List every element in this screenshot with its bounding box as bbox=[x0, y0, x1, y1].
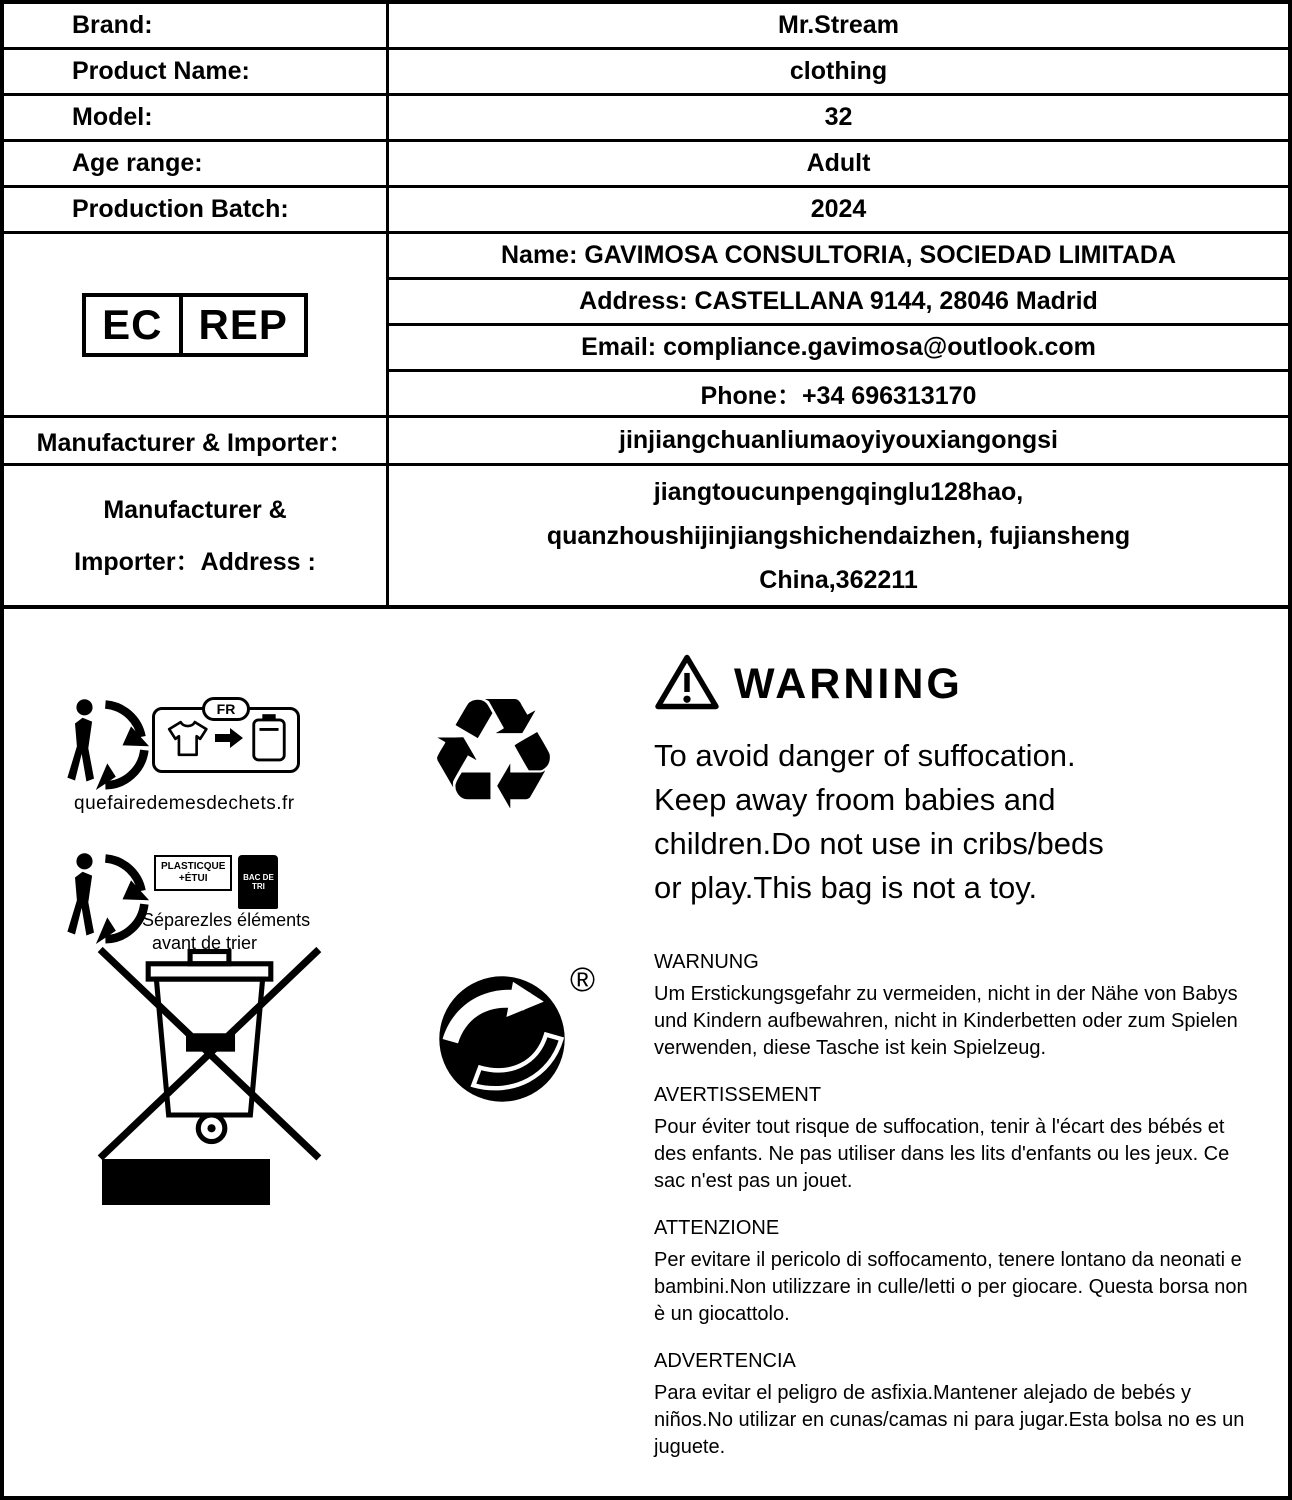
manufacturer-address-line2: quanzhoushijinjiangshichendaizhen, fujiansheng bbox=[546, 521, 1131, 550]
separate-elements-line1: Séparezles éléments bbox=[142, 910, 311, 930]
table-row-manufacturer-address bbox=[4, 466, 1288, 609]
triman-url: quefairedemesdechets.fr bbox=[74, 793, 295, 814]
warning-body-line1: To avoid danger of suffocation. bbox=[654, 738, 1076, 773]
table-row-product-name bbox=[4, 50, 1288, 96]
manufacturer-address-label-line1: Manufacturer & bbox=[103, 495, 287, 524]
warning-header bbox=[654, 653, 1214, 716]
product-name-value: clothing bbox=[789, 57, 888, 85]
sorting-material-line1: PLASTICQUE bbox=[161, 861, 226, 872]
table-row-manufacturer bbox=[4, 418, 1288, 466]
crossed-wheelie-bin-icon bbox=[92, 927, 327, 1167]
recycle-icon: ♻ bbox=[424, 664, 563, 845]
brand-value: Mr.Stream bbox=[778, 11, 899, 39]
arrow-right-icon bbox=[215, 728, 243, 753]
manufacturer-label: Manufacturer & Importer： bbox=[4, 418, 389, 463]
brand-label: Brand: bbox=[4, 4, 389, 47]
ec-rep-address: Address: CASTELLANA 9144, 28046 Madrid bbox=[389, 280, 1288, 326]
model-label: Model: bbox=[4, 96, 389, 139]
warning-it-body: Per evitare il pericolo di soffocamento, tenere lontano da neonati e bambini.Non utilizzare in culle/letti o per giocare. Questa borsa non è un giocattolo. bbox=[654, 1249, 1248, 1325]
sorting-instruction bbox=[154, 855, 278, 909]
manufacturer-address-label bbox=[4, 466, 389, 605]
warning-es bbox=[654, 1348, 1259, 1461]
bin-icon bbox=[249, 712, 289, 769]
product-name-label: Product Name: bbox=[4, 50, 389, 93]
ec-rep-details bbox=[389, 234, 1288, 415]
ec-rep-cell bbox=[4, 234, 389, 415]
fr-badge: FR bbox=[202, 697, 250, 721]
ec-rep-logo bbox=[82, 293, 308, 357]
manufacturer-address-line3: China,362211 bbox=[759, 565, 918, 594]
warning-it-heading: ATTENZIONE bbox=[654, 1217, 780, 1239]
ec-rep-name: Name: GAVIMOSA CONSULTORIA, SOCIEDAD LIMITADA bbox=[389, 234, 1288, 280]
black-bar bbox=[102, 1159, 270, 1205]
warning-block bbox=[654, 653, 1214, 910]
manufacturer-address-label-line2: Importer：Address : bbox=[74, 547, 316, 576]
warning-es-heading: ADVERTENCIA bbox=[654, 1350, 796, 1372]
green-dot-icon bbox=[436, 973, 568, 1110]
warning-translations bbox=[654, 949, 1259, 1481]
info-table bbox=[4, 4, 1288, 609]
warning-fr bbox=[654, 1082, 1259, 1195]
ec-rep-logo-rep: REP bbox=[179, 293, 308, 357]
table-row-production-batch bbox=[4, 188, 1288, 234]
sorting-bin-icon: BAC DE TRI bbox=[238, 855, 278, 909]
symbols-and-warnings bbox=[4, 609, 1288, 1494]
ec-rep-logo-ec: EC bbox=[82, 293, 182, 357]
warning-body bbox=[654, 734, 1214, 910]
warning-body-line3: children.Do not use in cribs/beds bbox=[654, 826, 1104, 861]
table-row-age-range bbox=[4, 142, 1288, 188]
sorting-material-line2: +ÉTUI bbox=[178, 873, 208, 884]
table-row-model bbox=[4, 96, 1288, 142]
model-value: 32 bbox=[824, 103, 853, 131]
warning-it bbox=[654, 1215, 1259, 1328]
warning-title: WARNING bbox=[734, 660, 963, 708]
manufacturer-address-line1: jiangtoucunpengqinglu128hao, bbox=[653, 477, 1024, 506]
warning-es-body: Para evitar el peligro de asfixia.Mantener alejado de bebés y niños.No utilizar en cunas/camas ni para jugar.Esta bolsa no es un juguete. bbox=[654, 1382, 1245, 1458]
warning-fr-body: Pour éviter tout risque de suffocation, tenir à l'écart des bébés et des enfants. Ne pas utiliser dans les lits d'enfants ou les jeux. Ce sac n'est pas un jouet. bbox=[654, 1116, 1230, 1192]
age-range-label: Age range: bbox=[4, 142, 389, 185]
sorting-material-label bbox=[154, 855, 232, 891]
ec-rep-phone: Phone：+34 696313170 bbox=[700, 381, 977, 410]
production-batch-label: Production Batch: bbox=[4, 188, 389, 231]
manufacturer-address-value bbox=[389, 466, 1288, 605]
production-batch-value: 2024 bbox=[810, 195, 867, 223]
fr-sorting-box bbox=[152, 701, 300, 773]
triman-recycling-icon bbox=[56, 695, 151, 795]
warning-de bbox=[654, 949, 1259, 1062]
registered-trademark: ® bbox=[570, 961, 596, 999]
manufacturer-value: jinjiangchuanliumaoyiyouxiangongsi bbox=[619, 426, 1058, 454]
table-row-brand bbox=[4, 4, 1288, 50]
warning-de-heading: WARNUNG bbox=[654, 951, 759, 973]
age-range-value: Adult bbox=[806, 149, 871, 177]
warning-body-line4: or play.This bag is not a toy. bbox=[654, 870, 1038, 905]
warning-de-body: Um Erstickungsgefahr zu vermeiden, nicht in der Nähe von Babys und Kindern aufbewahren, nicht in Kinderbetten oder zum Spielen verwenden, diese Tasche ist kein Spielzeug. bbox=[654, 983, 1238, 1059]
ec-rep-email: Email: compliance.gavimosa@outlook.com bbox=[389, 326, 1288, 372]
warning-triangle-icon bbox=[654, 653, 720, 716]
separate-elements-line2: avant de trier bbox=[152, 933, 258, 953]
warning-fr-heading: AVERTISSEMENT bbox=[654, 1084, 822, 1106]
warning-body-line2: Keep away froom babies and bbox=[654, 782, 1056, 817]
tshirt-icon bbox=[163, 715, 209, 766]
table-row-ec-rep bbox=[4, 234, 1288, 418]
